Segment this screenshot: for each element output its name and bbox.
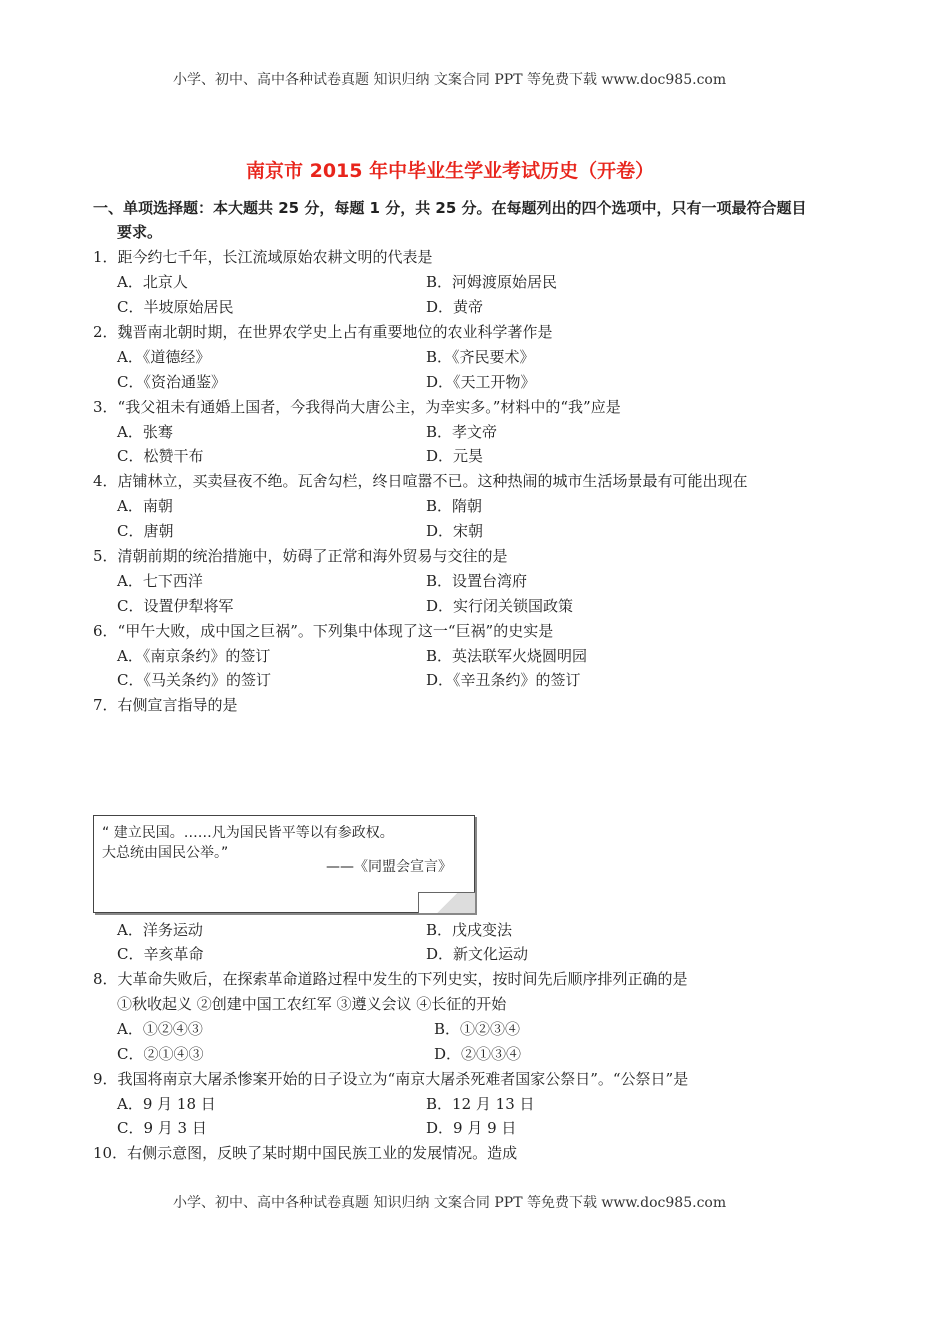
question-5-stem: 5．清朝前期的统治措施中，妨碍了正常和海外贸易与交往的是 (93, 547, 508, 565)
question-1-option-a: A．北京人 (117, 273, 188, 291)
question-9-option-c: C．9 月 3 日 (117, 1119, 207, 1137)
question-2-option-c: C．《资治通鉴》 (117, 373, 226, 391)
question-9-option-b: B．12 月 13 日 (426, 1095, 535, 1113)
question-1-stem: 1．距今约七千年，长江流域原始农耕文明的代表是 (93, 248, 433, 266)
question-6-option-a: A．《南京条约》的签订 (117, 647, 271, 665)
quote-source: ——《同盟会宣言》 (326, 859, 452, 875)
question-5-option-c: C．设置伊犁将军 (117, 597, 234, 615)
question-3-option-d: D．元昊 (426, 447, 484, 465)
page-footer: 小学、初中、高中各种试卷真题 知识归纳 文案合同 PPT 等免费下载 www.doc985.com (173, 1195, 727, 1211)
page-header: 小学、初中、高中各种试卷真题 知识归纳 文案合同 PPT 等免费下载 www.doc985.com (173, 72, 727, 88)
question-2-option-a: A．《道德经》 (117, 348, 211, 366)
question-6-option-d: D．《辛丑条约》的签订 (426, 671, 581, 689)
question-9-option-d: D．9 月 9 日 (426, 1119, 517, 1137)
question-5-option-a: A．七下西洋 (117, 572, 203, 590)
question-7-option-a: A．洋务运动 (117, 921, 203, 939)
question-5-option-d: D．实行闭关锁国政策 (426, 597, 574, 615)
section-heading: 一、单项选择题：本大题共 25 分，每题 1 分，共 25 分。在每题列出的四个选项中，只有一项最符合题目 (93, 199, 807, 217)
quote-line-1: “ 建立民国。……凡为国民皆平等以有参政权。 (102, 825, 394, 841)
declaration-quote-box (93, 815, 475, 913)
question-10-stem: 10．右侧示意图，反映了某时期中国民族工业的发展情况。造成 (93, 1144, 518, 1162)
question-3-option-c: C．松赞干布 (117, 447, 204, 465)
question-8-option-a: A．①②④③ (117, 1020, 203, 1038)
question-4-option-d: D．宋朝 (426, 522, 484, 540)
question-7-option-b: B．戊戌变法 (426, 921, 513, 939)
page-fold-corner (418, 892, 475, 913)
question-5-option-b: B．设置台湾府 (426, 572, 528, 590)
question-6-stem: 6．“甲午大败，成中国之巨祸”。下列集中体现了这一“巨祸”的史实是 (93, 622, 554, 640)
question-8-stem: 8．大革命失败后，在探索革命道路过程中发生的下列史实，按时间先后顺序排列正确的是 (93, 970, 688, 988)
question-8-items: ①秋收起义 ②创建中国工农红军 ③遵义会议 ④长征的开始 (117, 995, 507, 1013)
section-heading-cont: 要求。 (117, 223, 163, 241)
question-2-stem: 2．魏晋南北朝时期，在世界农学史上占有重要地位的农业科学著作是 (93, 323, 553, 341)
question-3-stem: 3．“我父祖未有通婚上国者，今我得尚大唐公主，为幸实多。”材料中的“我”应是 (93, 398, 621, 416)
question-4-option-b: B．隋朝 (426, 497, 483, 515)
question-3-option-a: A．张骞 (117, 423, 173, 441)
question-1-option-d: D．黄帝 (426, 298, 484, 316)
question-9-option-a: A．9 月 18 日 (117, 1095, 216, 1113)
question-9-stem: 9．我国将南京大屠杀惨案开始的日子设立为“南京大屠杀死难者国家公祭日”。“公祭日”是 (93, 1070, 689, 1088)
question-1-option-c: C．半坡原始居民 (117, 298, 234, 316)
question-4-option-a: A．南朝 (117, 497, 173, 515)
exam-title: 南京市 2015 年中毕业生学业考试历史（开卷） (246, 160, 655, 182)
question-7-stem: 7．右侧宣言指导的是 (93, 696, 238, 714)
question-6-option-c: C．《马关条约》的签订 (117, 671, 271, 689)
quote-line-2: 大总统由国民公举。” (102, 845, 229, 861)
question-2-option-b: B．《齐民要术》 (426, 348, 535, 366)
question-4-option-c: C．唐朝 (117, 522, 174, 540)
question-2-option-d: D．《天工开物》 (426, 373, 536, 391)
question-7-option-d: D．新文化运动 (426, 945, 529, 963)
question-3-option-b: B．孝文帝 (426, 423, 498, 441)
question-8-option-d: D．②①③④ (434, 1045, 522, 1063)
question-1-option-b: B．河姆渡原始居民 (426, 273, 558, 291)
question-4-stem: 4．店铺林立，买卖昼夜不绝。瓦舍勾栏，终日喧嚣不已。这种热闹的城市生活场景最有可能出现在 (93, 472, 748, 490)
question-7-option-c: C．辛亥革命 (117, 945, 204, 963)
question-6-option-b: B．英法联军火烧圆明园 (426, 647, 588, 665)
question-8-option-b: B．①②③④ (434, 1020, 521, 1038)
question-8-option-c: C．②①④③ (117, 1045, 204, 1063)
